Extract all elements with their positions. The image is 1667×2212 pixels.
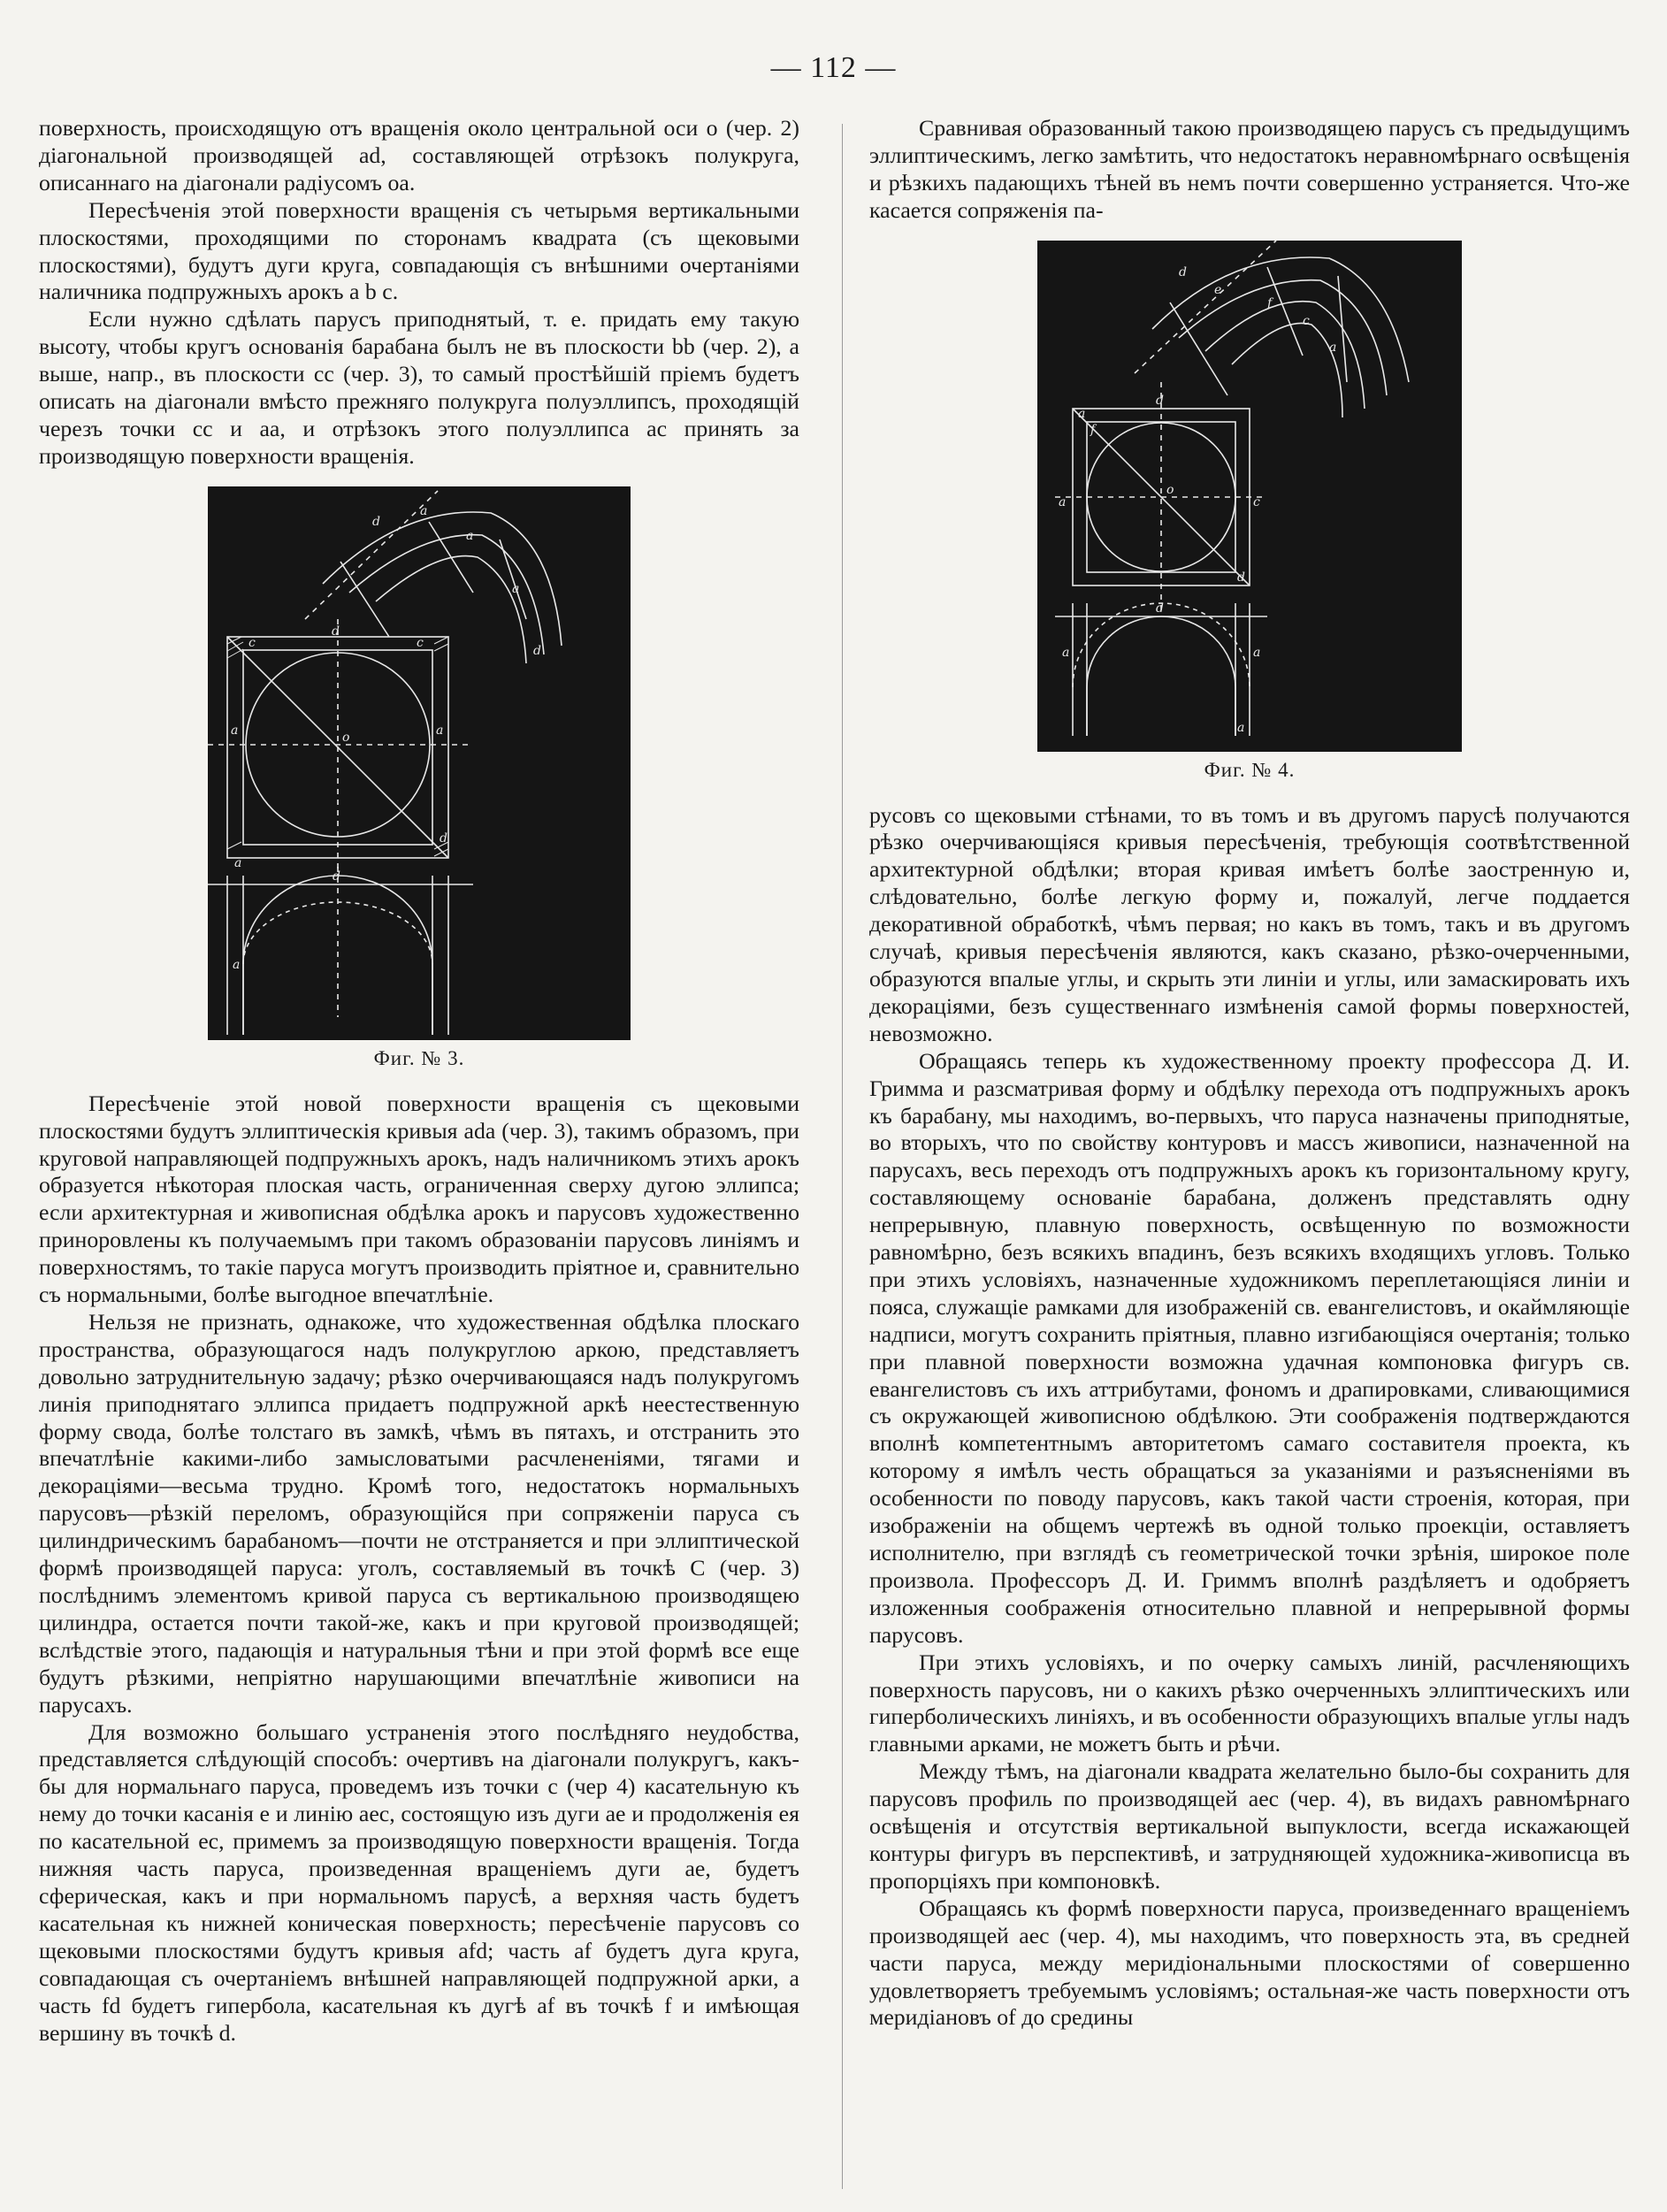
figure-label: d (533, 643, 541, 658)
figure-label: a (1253, 645, 1261, 660)
paragraph: Если нужно сдѣлать парусъ приподнятый, т. е. придать ему такую высоту, чтобы кругъ основанія барабана былъ не въ плоскости bb (чер. 2), а выше, напр., въ плоскости cc (чер. 3), то самый простѣйшій пріемъ будетъ описать на діагонали вмѣсто прежняго полукруга полуэллипсъ, проходящій черезъ точки cc и aa, и отрѣзокъ этого полуэллипса ac принять за производящую поверхности вращенія. (39, 306, 799, 469)
paragraph: Между тѣмъ, на діагонали квадрата желательно было-бы сохранить для парусовъ профиль по производящей aec (чер. 4), въ видахъ равномѣрнаго освѣщенія и отсутствія вертикальной выпуклости, всегда искажающей контуры фигуръ въ перспективѣ, и затрудняющей художника-живописца въ пропорціяхъ при компоновкѣ. (869, 1758, 1630, 1894)
figure-label: d (372, 514, 380, 529)
figure-label: f (1090, 422, 1096, 437)
paragraph: При этихъ условіяхъ, и по очерку самыхъ линій, расчленяющихъ поверхность парусовъ, ни о какихъ рѣзко очерченныхъ эллиптическихъ или гиперболическихъ линіяхъ, и въ особенности образующихъ впалые углы надъ главными арками, не можетъ быть и рѣчи. (869, 1649, 1630, 1757)
figure-label: c (249, 635, 256, 650)
figure-label: a (1078, 406, 1086, 421)
figure-label: a (1329, 340, 1337, 355)
paragraph: Нельзя не признать, однакоже, что художественная обдѣлка плоскаго пространства, образующагося надъ полукруглою аркою, представляетъ довольно затруднительную задачу; рѣзко очерчивающаяся надъ полукругомъ линія приподнятаго эллипса придаетъ подпружной аркѣ неестественную форму свода, болѣе толстаго въ замкѣ, чѣмъ въ пятахъ, и отстранить это впечатлѣніе какими-либо замысловатыми расчлененіями, тягами и декораціями—весьма трудно. Кромѣ того, недостатокъ нормальныхъ парусовъ—рѣзкій переломъ, образующійся при сопряженіи паруса съ цилиндрическимъ барабаномъ—почти не отстраняется и при эллиптической формѣ производящей паруса: уголъ, составляемый въ точкѣ C (чер. 3) послѣднимъ элементомъ кривой паруса съ вертикальною производящею цилиндра, остается почти такой-же, какъ и при круговой производящей; вслѣдствіе этого, падающія и натуральныя тѣни и при этой формѣ все еще будутъ рѣзкими, непріятно нарушающими впечатлѣніе живописи на парусахъ. (39, 1308, 799, 1718)
paragraph: поверхность, происходящую отъ вращенія около центральной оси o (чер. 2) діагональной производящей ad, составляющей отрѣзокъ полукруга, описаннаго на діагонали радіусомъ oa. (39, 115, 799, 195)
paragraph: русовъ со щековыми стѣнами, то въ томъ и въ другомъ парусѣ получаются рѣзко очерчивающіяся кривыя пересѣченія, требующія соотвѣтственной архитектурной обдѣлки; вторая кривая имѣетъ болѣе заостренную и, слѣдовательно, болѣе легкую форму и, пожалуй, легче поддается декоративной обработкѣ, чѣмъ первая; но какъ въ томъ, такъ и въ другомъ случаѣ, кривыя пересѣченія являются, какъ сказано, рѣзко-очерченными, образуются впалые углы, и скрыть эти линіи и углы, или замаскировать ихъ декораціями, безъ существеннаго измѣненія самой формы поверхностей, невозможно. (869, 801, 1630, 1046)
figure-label: d (333, 869, 340, 884)
figure-3-drawing (208, 486, 631, 1040)
figure-label: a (1059, 494, 1067, 509)
figure-label: c (417, 635, 424, 650)
figure-label: e (1214, 282, 1222, 297)
paragraph: Обращаясь теперь къ художественному проекту профессора Д. И. Гримма и разсматривая форму и обдѣлку перехода отъ подпружныхъ арокъ къ барабану, мы находимъ, во-первыхъ, что паруса назначены приподнятые, во вторыхъ, что по свойству контуровъ и массъ живописи, назначенной на парусахъ, весь переходъ отъ подпружныхъ арокъ къ горизонтальному кругу, составляющему основаніе барабана, долженъ представлять одну непрерывную, плавную поверхность, освѣщенную по возможности равномѣрно, безъ всякихъ впадинъ, безъ всякихъ входящихъ угловъ. Только при этихъ условіяхъ, назначенные художникомъ переплетающіяся линіи и пояса, служащіе рамками для изображеній св. евангелистовъ, и окаймляющіе надписи, могутъ сохранить пріятныя, плавно изгибающіяся очертанія; только при плавной поверхности возможна удачная компоновка фигуръ св. евангелистовъ съ ихъ аттрибутами, фономъ и драпировками, сливающимися съ окружающей живописною обдѣлкою. Эти соображенія подтверждаются вполнѣ компетентнымъ авторитетомъ самаго составителя проекта, къ которому я имѣлъ честь обращаться за указаніями и разъясненіями въ особенности по поводу парусовъ, какъ такой части строенія, которая, при изображеніи на общемъ чертежѣ въ одной только проекціи, оставляетъ исполнителю, при взглядѣ съ геометрической точки зрѣнія, широкое поле произвола. Профессоръ Д. И. Гриммъ вполнѣ раздѣляетъ и одобряетъ изложенныя соображенія относительно плавной и непрерывной формы парусовъ. (869, 1047, 1630, 1648)
paragraph: Пересѣченія этой поверхности вращенія съ четырьмя вертикальными плоскостями, проходящими по сторонамъ квадрата (съ щековыми плоскостями), будутъ дуги круга, совпадающія съ внѣшними очертаніями наличника подпружныхъ арокъ a b c. (39, 196, 799, 305)
figure-3-caption: Фиг. № 3. (373, 1046, 465, 1069)
figure-label: a (231, 723, 239, 738)
figure-label: d (332, 624, 340, 639)
figure-label: a (234, 855, 242, 870)
right-column (869, 115, 1630, 2032)
figure-label: d (1179, 264, 1187, 279)
figure-label: d (1156, 601, 1164, 616)
left-column (39, 115, 799, 2047)
figure-label: a (466, 528, 474, 543)
figure-label: a (233, 957, 241, 972)
figure-label: c (1303, 313, 1310, 328)
figure-3 (39, 486, 799, 1073)
paragraph: Для возможно большаго устраненія этого послѣдняго неудобства, представляется слѣдующій способъ: очертивъ на діагонали полукругъ, какъ-бы для нормальнаго паруса, проведемъ изъ точки c (чер 4) касательную къ нему до точки касанія e и линію aec, состоящую изъ дуги ae и продолженія ея по касательной ec, примемъ за производящую поверхности вращенія. Тогда нижняя часть паруса, произведенная вращеніемъ дуги ae, будетъ сферическая, какъ и при нормальномъ парусѣ, а верхняя часть будетъ касательная къ нижней коническая поверхность; пересѣченіе парусовъ со щековыми плоскостями будутъ кривыя afd; часть af будетъ дуга круга, совпадающая съ очертаніемъ внѣшней направляющей подпружной арки, а часть fd будетъ гипербола, касательная къ дугѣ af въ точкѣ f и имѣющая вершину въ точкѣ d. (39, 1718, 799, 2046)
figure-label: d (1237, 570, 1245, 585)
figure-label: c (1253, 494, 1260, 509)
figure-label: a (436, 723, 444, 738)
paragraph: Пересѣченіе этой новой поверхности вращенія съ щековыми плоскостями будутъ эллиптическія кривыя ada (чер. 3), такимъ образомъ, при круговой направляющей подпружныхъ арокъ, надъ наличникомъ этихъ арокъ образуется нѣкоторая плоская часть, ограниченная сверху дугою эллипса; если архитектурная и живописная обдѣлка арокъ и парусовъ художественно приноровлены къ получаемымъ при такомъ образованіи парусовъ линіямъ и поверхностямъ, то такіе паруса могутъ производить пріятное и, сравнительно съ нормальными, болѣе выгодное впечатлѣніе. (39, 1090, 799, 1308)
paragraph: Обращаясь къ формѣ поверхности паруса, произведеннаго вращеніемъ производящей aec (чер. 4), мы находимъ, что поверхность эта, въ средней части паруса, между меридіональными плоскостями of совершенно удовлетворяетъ требуемымъ условіямъ; остальная-же часть поверхности отъ меридіановъ of до средины (869, 1894, 1630, 2031)
figure-4 (869, 241, 1630, 785)
figure-label: a (420, 503, 428, 518)
figure-label: f (1267, 295, 1273, 310)
figure-label: d (1156, 393, 1164, 408)
figure-label: o (342, 730, 350, 745)
page-number: — 112 — (770, 51, 897, 84)
column-divider (842, 124, 843, 2189)
figure-label: o (1166, 482, 1174, 497)
figure-label: a (1062, 645, 1070, 660)
figure-label: d (440, 830, 447, 846)
figure-4-caption: Фиг. № 4. (1204, 758, 1296, 781)
figure-label: a (1237, 720, 1245, 735)
figure-4-drawing (1037, 241, 1462, 752)
figure-label: a (512, 581, 520, 596)
paragraph: Сравнивая образованный такою производящею парусъ съ предыдущимъ эллиптическимъ, легко замѣтить, что недостатокъ неравномѣрнаго освѣщенія и рѣзкихъ падающихъ тѣней въ немъ почти совершенно устраняется. Что-же касается сопряженія па- (869, 115, 1630, 223)
